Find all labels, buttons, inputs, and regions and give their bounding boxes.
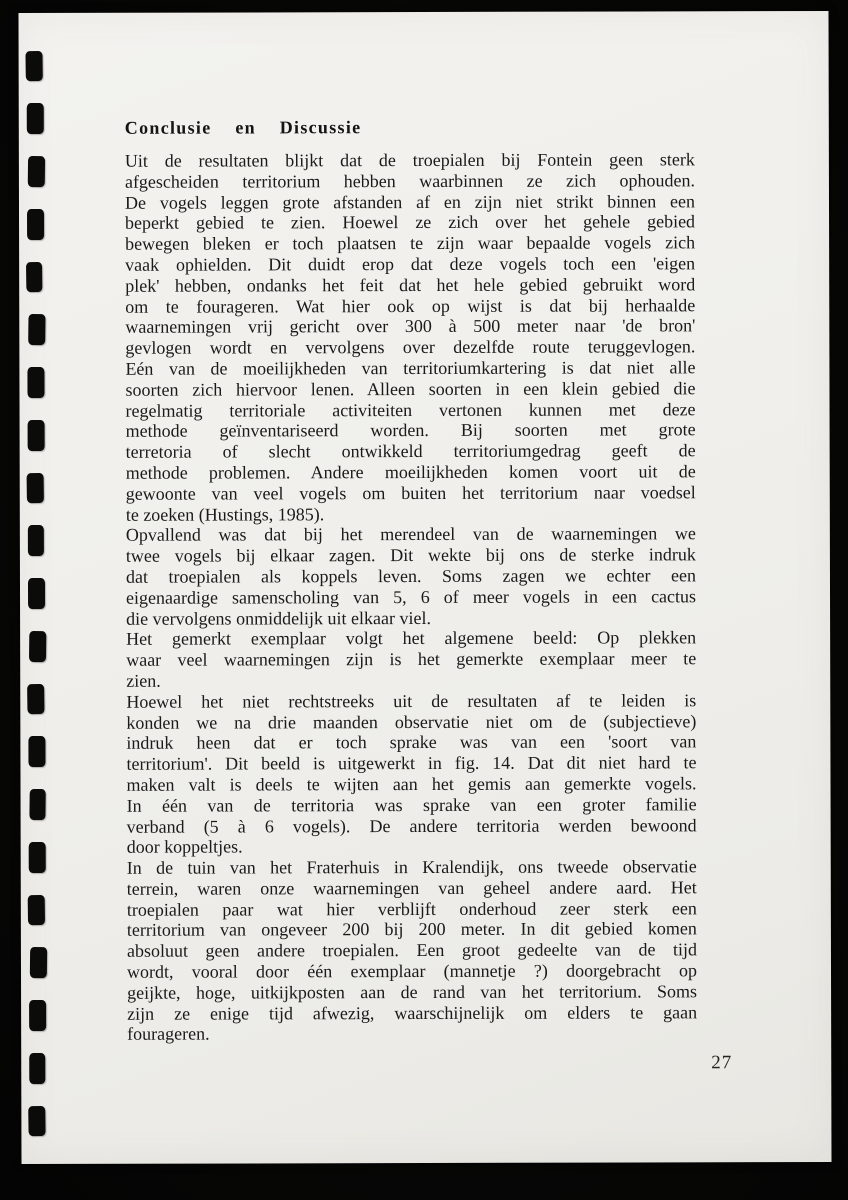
text-line: eigenaardige samenscholing van 5, 6 of meer vogels in een cactus <box>125 586 697 608</box>
text-line: waarnemingen vrij gericht over 300 à 500 meter naar 'de bron' <box>125 315 696 338</box>
text-line: maken valt is deels te wijten aan het gemis aan gemerkte vogels. <box>126 773 697 795</box>
text-line: zijn ze enige tijd afwezig, waarschijnelijk om elders te gaan <box>127 1001 698 1024</box>
text-line: waar veel waarnemingen zijn is het gemerkte exemplaar meer te <box>126 648 697 670</box>
text-line: territorium van ongeveer 200 bij 200 meter. In dit gebied komen <box>126 918 697 941</box>
binding-hole <box>28 156 45 187</box>
binding-hole <box>29 1053 45 1084</box>
binding-strip <box>27 51 47 1136</box>
text-line: Opvallend was dat bij het merendeel van de waarnemingen we <box>125 523 696 546</box>
binding-hole <box>28 1106 45 1136</box>
text-line: Hoewel het niet rechtstreeks uit de resultaten af te leiden is <box>126 690 697 712</box>
binding-hole <box>27 103 44 134</box>
binding-hole <box>28 736 45 767</box>
text-line: terretoria of slecht ontwikkeld territoriumgedrag geeft de <box>125 440 696 462</box>
binding-hole <box>27 367 44 398</box>
binding-hole <box>27 209 44 240</box>
binding-hole <box>29 789 45 820</box>
text-line: verband (5 à 6 vogels). De andere territoria werden bewoond <box>126 814 697 837</box>
text-line: wordt, vooral door één exemplaar (mannetje ?) doorgebracht op <box>126 960 698 982</box>
text-line: konden we na drie maanden observatie niet om de (subjectieve) <box>126 710 697 733</box>
text-line: terrein, waren onze waarnemingen van geheel andere aard. Het <box>126 877 697 899</box>
text-line: gewoonte van veel vogels om buiten het territorium naar voedsel <box>125 482 696 504</box>
text-line: In de tuin van het Fraterhuis in Kralendijk, ons tweede observatie <box>126 856 697 878</box>
page-number: 27 <box>711 1052 733 1074</box>
text-line: beperkt gebied te zien. Hoewel ze zich over het gehele gebied <box>125 211 696 234</box>
binding-hole <box>27 473 44 503</box>
text-line: absoluut geen andere troepialen. Een groot gedeelte van de tijd <box>126 939 697 962</box>
text-line: soorten zich hiervoor lenen. Alleen soorten in een klein gebied die <box>125 378 696 400</box>
binding-hole <box>28 420 45 451</box>
text-line: Eén van de moeilijkheden van territoriumkartering is dat niet alle <box>125 357 696 379</box>
paragraph <box>126 690 696 858</box>
binding-hole <box>29 1000 46 1031</box>
text-line: regelmatig territoriale activiteiten vertonen kunnen met deze <box>125 398 696 421</box>
text-line: dat troepialen als koppels leven. Soms zagen we echter een <box>125 565 696 587</box>
text-line: troepialen paar wat hier verblijft onderhoud zeer sterk een <box>126 897 697 920</box>
text-line: zien. <box>126 670 161 691</box>
text-line: bewegen bleken er toch plaatsen te zijn waar bepaalde vogels zich <box>125 232 696 254</box>
body-text <box>125 149 697 1045</box>
text-line: Het gemerkt exemplaar volgt het algemene beeld: Op plekken <box>126 627 697 650</box>
binding-hole <box>28 578 45 609</box>
binding-hole <box>28 895 45 925</box>
text-line: gevlogen wordt en vervolgens over dezelfde route teruggevlogen. <box>125 336 696 358</box>
text-line: plek' hebben, ondanks het feit dat het hele gebied gebruikt word <box>125 274 696 296</box>
binding-hole <box>28 314 45 345</box>
text-line: De vogels leggen grote afstanden af en zijn niet strikt binnen een <box>124 190 696 213</box>
binding-hole <box>30 947 47 978</box>
text-line: die vervolgens onmiddelijk uit elkaar viel. <box>126 607 432 629</box>
paragraph <box>126 524 696 629</box>
binding-hole <box>25 51 42 81</box>
binding-hole <box>29 842 46 873</box>
text-line: door koppeltjes. <box>126 836 243 858</box>
text-line: geijkte, hoge, uitkijkposten aan de rand van het territorium. Soms <box>127 981 698 1003</box>
text-line: indruk heen dat er toch sprake was van een 'soort van <box>126 731 697 754</box>
text-line: te zoeken (Hustings, 1985). <box>125 503 325 525</box>
text-line: methode geïnventariseerd worden. Bij soorten met grote <box>125 419 696 442</box>
text-line: om te fourageren. Wat hier ook op wijst is dat bij herhaalde <box>125 294 696 317</box>
text-line: fourageren. <box>127 1024 210 1045</box>
text-line: Uit de resultaten blijkt dat de troepialen bij Fontein geen sterk <box>124 149 695 171</box>
paragraph <box>126 628 696 692</box>
text-line: twee vogels bij elkaar zagen. Dit wekte bij ons de sterke indruk <box>125 544 696 566</box>
paper <box>18 11 831 1164</box>
section-heading: Conclusie en Discussie <box>124 117 362 138</box>
binding-hole <box>26 262 42 292</box>
text-line: methode problemen. Andere moeilijkheden komen voort uit de <box>125 461 696 483</box>
text-line: vaak ophielden. Dit duidt erop dat deze vogels toch een 'eigen <box>125 253 696 275</box>
paragraph <box>127 856 697 1045</box>
text-line: territorium'. Dit beeld is uitgewerkt in fig. 14. Dat dit niet hard te <box>126 752 697 774</box>
binding-hole <box>27 684 44 714</box>
binding-hole <box>28 525 44 556</box>
text-line: In één van de territoria was sprake van een groter familie <box>126 793 697 816</box>
text-line: afgescheiden territorium hebben waarbinnen ze zich ophouden. <box>124 170 695 192</box>
page-content <box>125 115 697 1045</box>
binding-hole <box>29 631 46 662</box>
paragraph <box>125 149 696 525</box>
